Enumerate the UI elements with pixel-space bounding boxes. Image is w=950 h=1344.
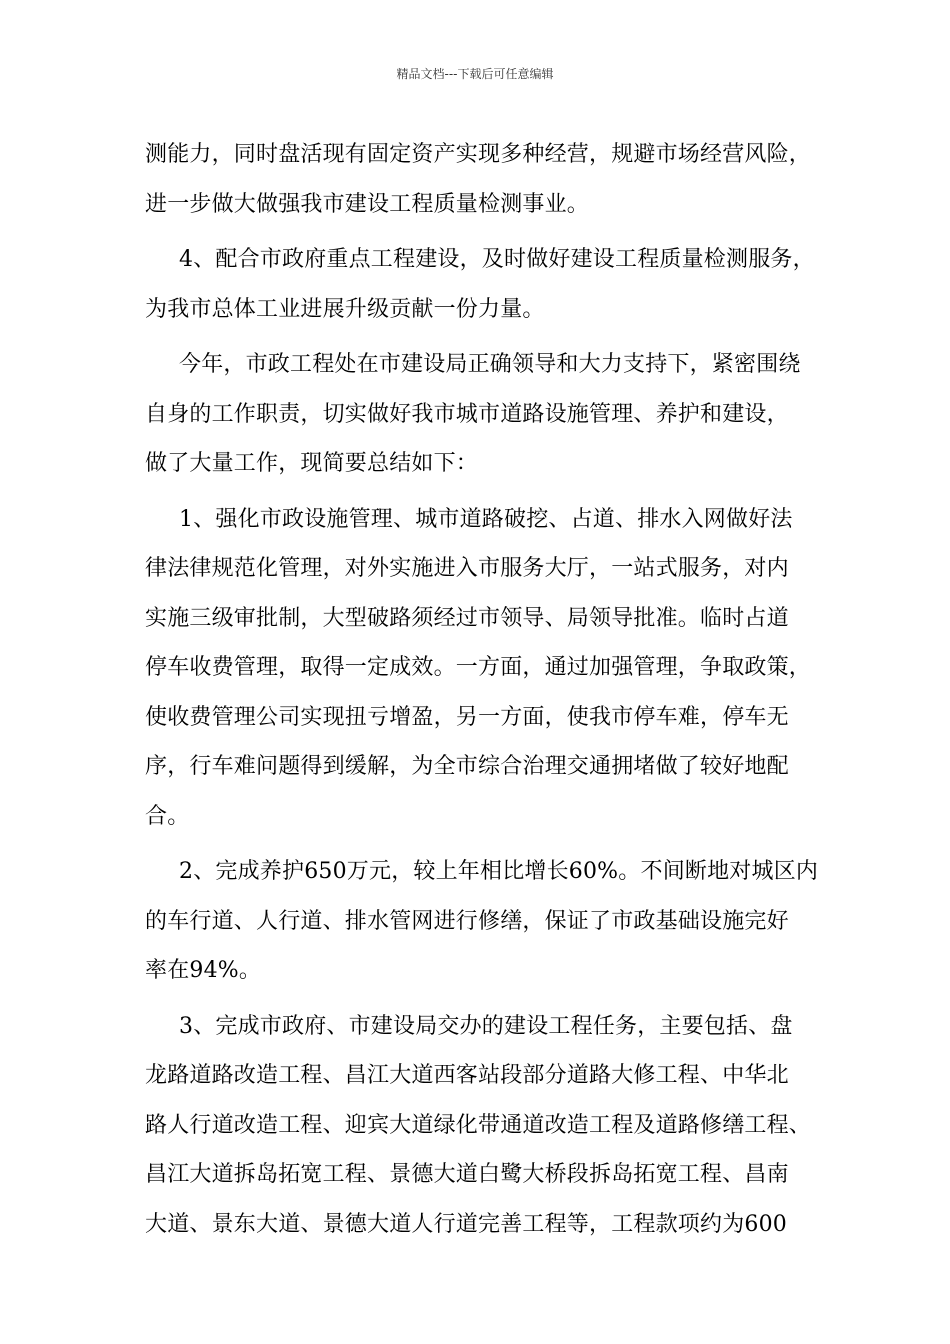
- text-line: 进一步做大做强我市建设工程质量检测事业。: [145, 191, 590, 217]
- text-line: 昌江大道拆岛拓宽工程、景德大道白鹭大桥段拆岛拓宽工程、昌南: [145, 1162, 789, 1187]
- paragraph-2: [145, 235, 835, 334]
- text-line: 合。: [145, 803, 190, 829]
- text-line: 大道、景东大道、景德大道人行道完善工程等，工程款项约为600: [145, 1211, 787, 1237]
- text-line: 率在94%。: [145, 958, 262, 983]
- text-line: 停车收费管理，取得一定成效。一方面，通过加强管理，争取政策，: [145, 655, 812, 680]
- paragraph-3: [145, 340, 835, 489]
- text-line: 2、完成养护650万元，较上年相比增长60%。不间断地对城区内: [179, 859, 819, 884]
- text-line: 4、配合市政府重点工程建设，及时做好建设工程质量检测服务，: [179, 247, 815, 272]
- paragraph-5: [145, 847, 835, 996]
- text-line: 做了大量工作，现简要总结如下：: [145, 451, 479, 476]
- paragraph-6: [145, 1002, 835, 1250]
- text-line: 今年，市政工程处在市建设局正确领导和大力支持下，紧密围绕: [179, 352, 801, 377]
- text-line: 序，行车难问题得到缓解，为全市综合治理交通拥堵做了较好地配: [145, 754, 789, 779]
- text-line: 路人行道改造工程、迎宾大道绿化带通道改造工程及道路修缮工程、: [145, 1112, 812, 1138]
- document-body: [145, 130, 835, 1255]
- text-line: 的车行道、人行道、排水管网进行修缮，保证了市政基础设施完好: [145, 908, 789, 934]
- paragraph-4: [145, 495, 835, 842]
- text-line: 使收费管理公司实现扭亏增盈，另一方面，使我市停车难，停车无: [145, 704, 789, 730]
- text-line: 3、完成市政府、市建设局交办的建设工程任务，主要包括、盘: [179, 1013, 793, 1039]
- text-line: 龙路道路改造工程、昌江大道西客站段部分道路大修工程、中华北: [145, 1063, 789, 1088]
- text-line: 测能力，同时盘活现有固定资产实现多种经营，规避市场经营风险，: [145, 142, 812, 167]
- text-line: 律法律规范化管理，对外实施进入市服务大厅，一站式服务，对内: [145, 556, 789, 581]
- text-line: 为我市总体工业进展升级贡献一份力量。: [145, 296, 545, 322]
- text-line: 自身的工作职责，切实做好我市城市道路设施管理、养护和建设，: [145, 401, 789, 427]
- text-line: 实施三级审批制，大型破路须经过市领导、局领导批准。临时占道: [145, 605, 789, 631]
- paragraph-1: [145, 130, 835, 229]
- text-line: 1、强化市政设施管理、城市道路破挖、占道、排水入网做好法: [179, 506, 793, 532]
- page-header: 精品文档---下载后可任意编辑: [396, 67, 554, 81]
